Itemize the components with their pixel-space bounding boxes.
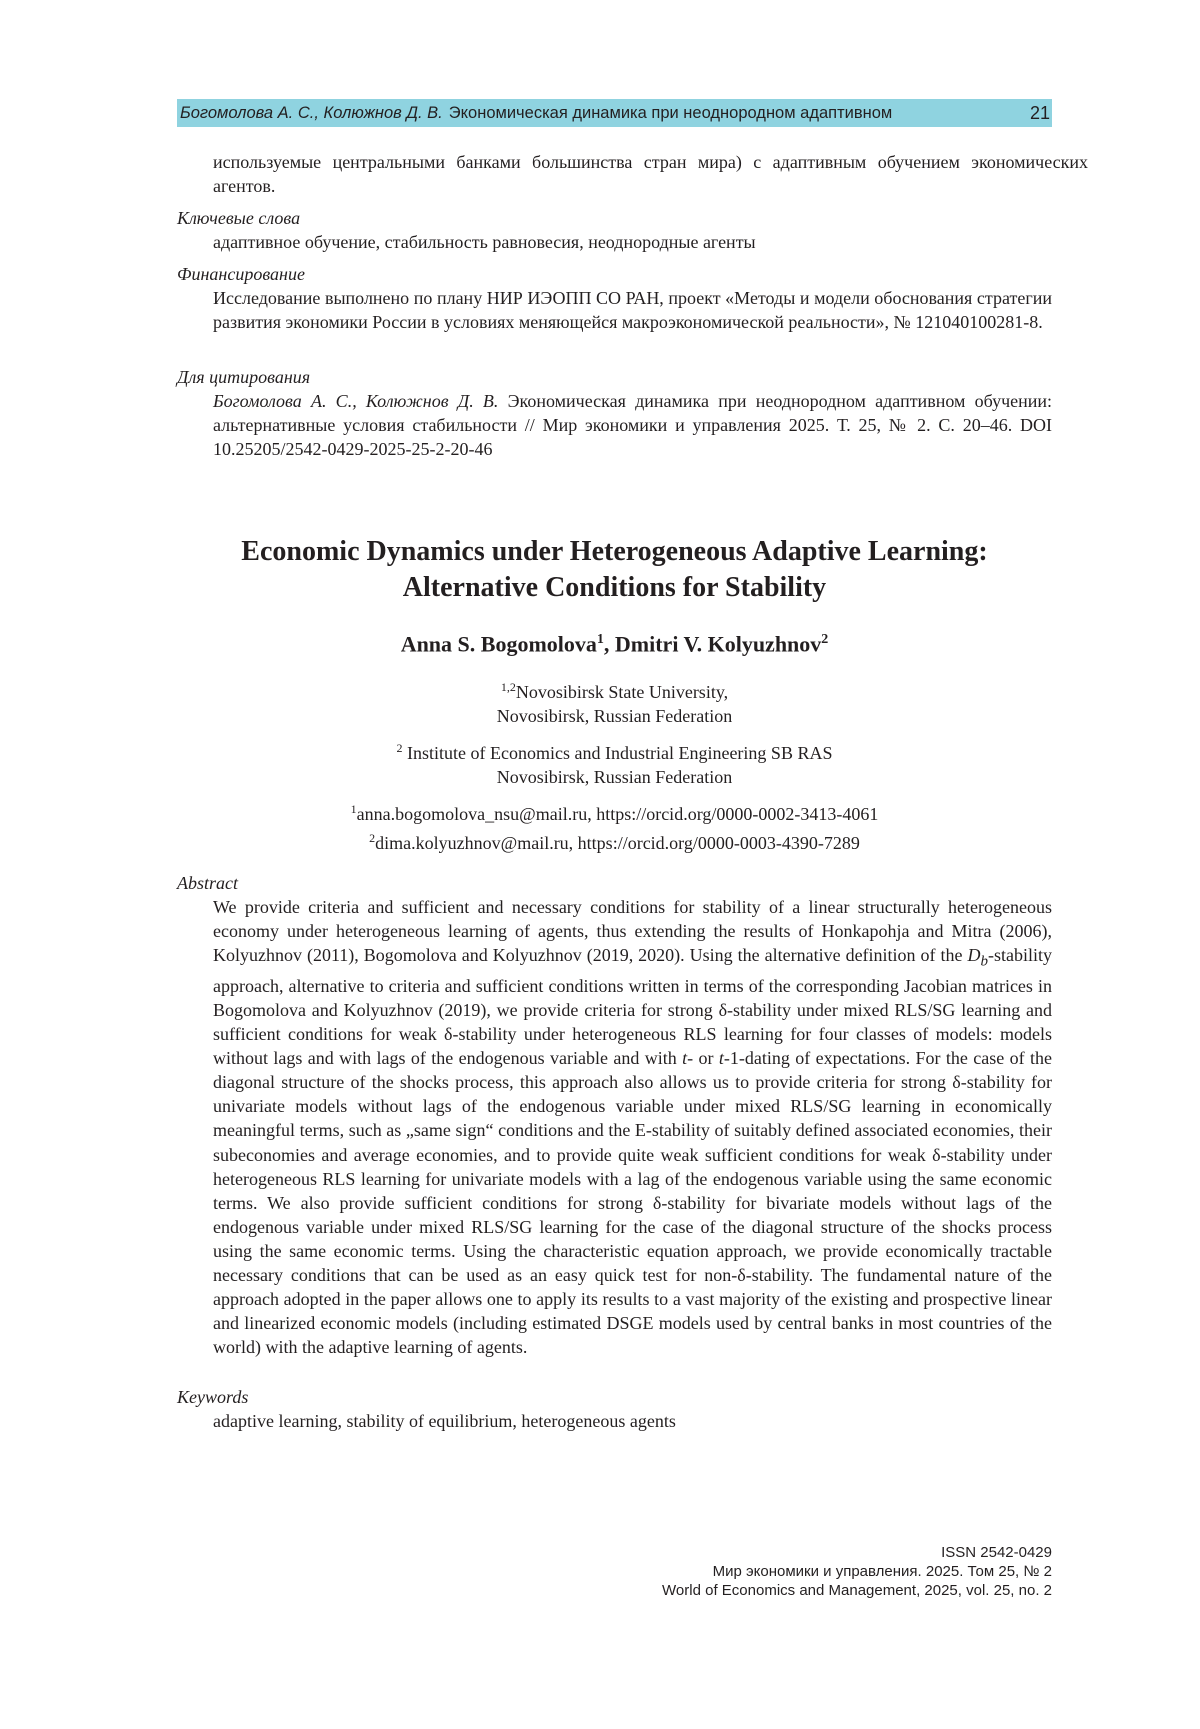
affiliation-2-sup: 2 <box>396 741 403 755</box>
ru-abstract-tail <box>177 150 1088 198</box>
affiliation-2-line1: Institute of Economics and Industrial Engineering SB RAS <box>407 743 833 763</box>
abstract-part4: -1-dating of expectations. For the case of the diagonal structure of the shocks process, this approach also allows us to provide criteria for strong δ-stability for univariate models without lags of the endogenous variable under mixed RLS/SG learning in economically meaningful terms, such as „same sign“ conditions and the E-stability of suitably defined associated economies, their subeconomies and average economies, and to provide quite weak sufficient conditions for weak δ-stability under heterogeneous RLS learning for univariate models with a lag of the endogenous variable using the same economic terms. We also provide sufficient conditions for strong δ-stability for bivariate models without lags of the endogenous variable under mixed RLS/SG learning for the case of the diagonal structure of the shocks process using the same economic terms. Using the characteristic equation approach, we provide economically tractable necessary conditions that can be used as an easy quick test for non-δ-stability. The fundamental nature of the approach adopted in the paper allows one to apply its results to a vast majority of the existing and prospective linear and linearized economic models (including estimated DSGE models used by central banks in most countries of the world) with the adaptive learning of agents. <box>213 1048 1052 1358</box>
contact-2-text: dima.kolyuzhnov@mail.ru, https://orcid.org/0000-0003-4390-7289 <box>375 833 860 853</box>
abstract-part2: -stability approach, alternative to criteria and sufficient conditions written in terms of the corresponding Jacobian matrices in Bogomolova and Kolyuzhnov (2019), we provide criteria for strong δ-stability under mixed RLS/SG learning and sufficient conditions for weak δ-stability under heterogeneous RLS learning for four classes of models: models without lags and with lags of the endogenous variable and with <box>213 945 1052 1069</box>
author-1-sup: 1 <box>596 632 604 647</box>
affiliation-1-line2: Novosibirsk, Russian Federation <box>496 706 733 726</box>
db-symbol: D <box>967 945 981 966</box>
ru-abstract-tail-text: используемые центральными банками большинства стран мира) с адаптивным обучением экономических агентов. <box>213 152 1088 196</box>
contact-1-sup: 1 <box>350 802 357 816</box>
footer-issn: ISSN 2542-0429 <box>941 1544 1052 1561</box>
keywords-label: Keywords <box>177 1387 249 1407</box>
footer-en-journal: World of Economics and Management, 2025, vol. 25, no. 2 <box>662 1582 1052 1599</box>
article-title-line1: Economic Dynamics under Heterogeneous Adaptive Learning: <box>241 536 988 567</box>
affiliation-1-line1: Novosibirsk State University, <box>515 682 729 702</box>
header-authors: Богомолова А. С., Колюжнов Д. В. <box>180 103 443 122</box>
abstract-part3: - or <box>687 1048 719 1069</box>
footer <box>662 1543 1052 1600</box>
author-separator: , <box>603 631 615 657</box>
keywords-text: adaptive learning, stability of equilibrium, heterogeneous agents <box>213 1411 676 1431</box>
article-title-line2: Alternative Conditions for Stability <box>402 572 827 603</box>
ru-citation-text <box>177 389 1052 461</box>
ru-citation-body: Экономическая динамика при неоднородном адаптивном обучении: альтернативные условия стабильности // Мир экономики и управления 2025. Т. 25, № 2. С. 20–46. DOI 10.25205/2542-0429-2025-25-2-20-46 <box>213 391 1053 459</box>
affiliation-2-line2: Novosibirsk, Russian Federation <box>496 767 733 787</box>
running-header <box>177 99 1052 127</box>
ru-funding-text: Исследование выполнено по плану НИР ИЭОПП СО РАН, проект «Методы и модели обоснования стратегии развития экономики России в условиях меняющейся макроэкономической реальности», № 121040100281-8. <box>213 288 1052 332</box>
contacts <box>177 797 1052 855</box>
contact-2-sup: 2 <box>369 831 376 845</box>
ru-citation-label: Для цитирования <box>177 367 311 387</box>
abstract-text <box>177 895 1052 1359</box>
abstract-label: Abstract <box>177 873 238 893</box>
author-1: Anna S. Bogomolova <box>400 631 597 657</box>
ru-citation-section <box>177 365 1052 461</box>
author-2-sup: 2 <box>821 632 829 647</box>
ru-keywords-label: Ключевые слова <box>177 208 301 228</box>
ru-citation-authors: Богомолова А. С., Колюжнов Д. В. <box>213 391 499 411</box>
abstract-section <box>177 871 1052 1359</box>
ru-funding-section <box>177 262 1052 334</box>
author-line <box>177 625 1052 659</box>
abstract-part1: We provide criteria and sufficient and necessary conditions for stability of a linear structurally heterogeneous economy under heterogeneous learning of agents, thus extending the results of Honkapohja and Mitra (2006), Kolyuzhnov (2011), Bogomolova and Kolyuzhnov (2019, 2020). Using the alternative definition of the <box>213 897 1052 966</box>
affiliation-2 <box>177 736 1052 789</box>
footer-ru-journal: Мир экономики и управления. 2025. Том 25, № 2 <box>712 1563 1052 1580</box>
header-title: Экономическая динамика при неоднородном адаптивном <box>448 103 893 122</box>
page-number: 21 <box>1029 102 1050 123</box>
keywords-section <box>177 1385 1052 1433</box>
author-2: Dmitri V. Kolyuzhnov <box>614 631 822 657</box>
ru-keywords-text: адаптивное обучение, стабильность равновесия, неоднородные агенты <box>213 232 756 252</box>
affiliation-1-sup: 1,2 <box>500 680 516 694</box>
affiliation-1 <box>177 675 1052 728</box>
article-title <box>177 534 1052 606</box>
db-subscript: b <box>980 953 988 970</box>
contact-1-text: anna.bogomolova_nsu@mail.ru, https://orcid.org/0000-0002-3413-4061 <box>356 804 879 824</box>
ru-funding-label: Финансирование <box>177 264 305 284</box>
t-symbol-1: t <box>682 1048 688 1069</box>
ru-keywords-section <box>177 206 1052 254</box>
t-symbol-2: t <box>718 1048 724 1069</box>
